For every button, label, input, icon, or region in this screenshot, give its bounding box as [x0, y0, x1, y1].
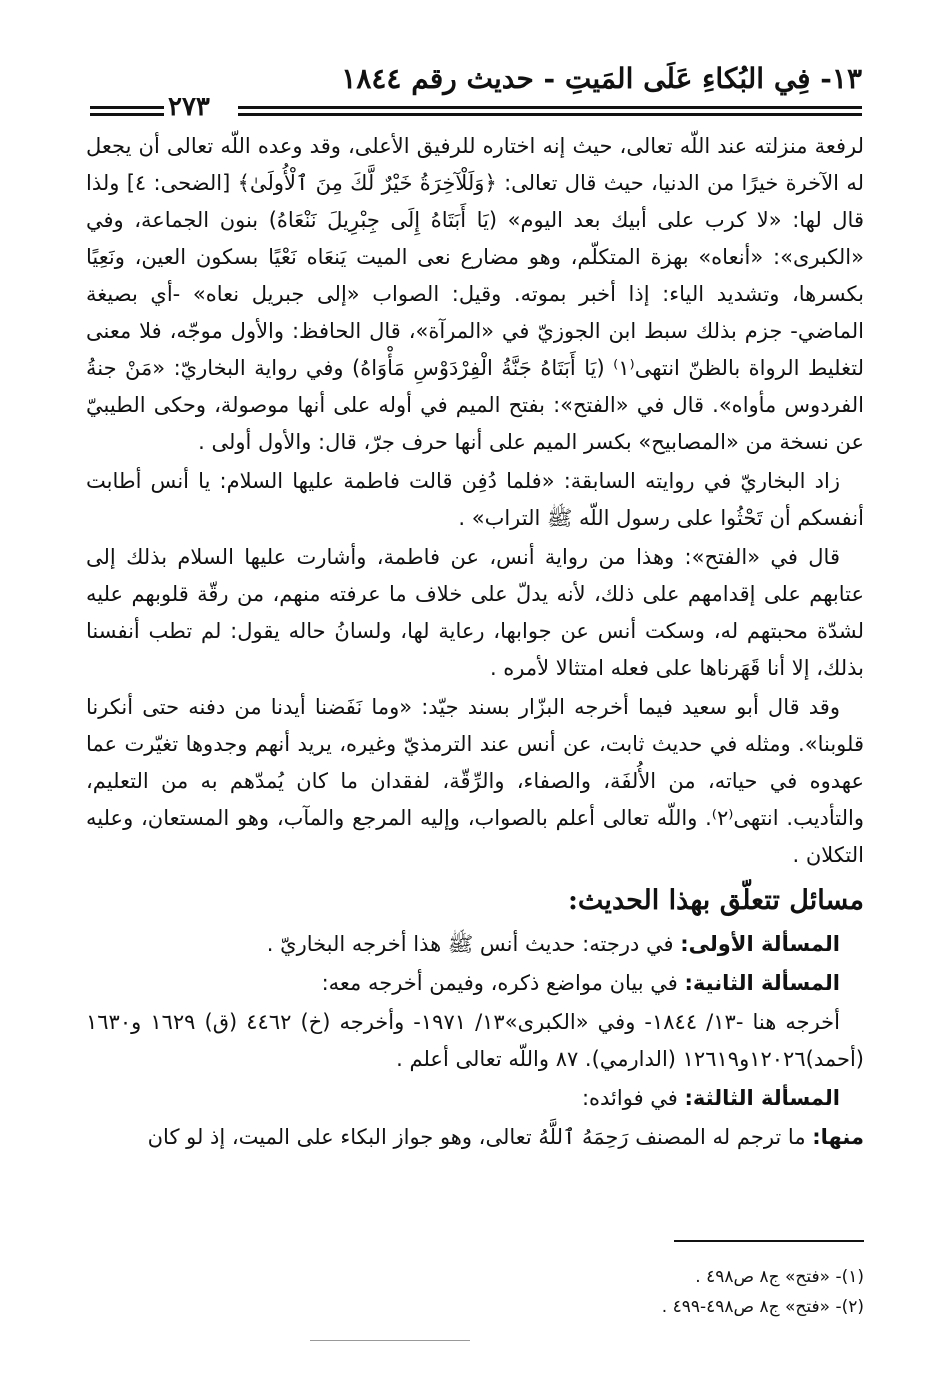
running-title: ١٣- فِي البُكاءِ عَلَى المَيتِ - حديث رقم ١٨٤٤: [341, 62, 862, 95]
issue-lead: المسألة الثانية:: [684, 971, 840, 995]
footnote-divider: [674, 1240, 864, 1242]
issue-text: في بيان مواضع ذكره، وفيمن أخرجه معه:: [321, 971, 685, 995]
page-edge-mark: [310, 1340, 470, 1341]
main-text: [86, 128, 864, 1158]
page-header: [90, 62, 862, 122]
header-rule: [90, 106, 164, 109]
benefit-lead: منها:: [812, 1125, 864, 1149]
paragraph: قال في «الفتح»: وهذا من رواية أنس، عن فاطمة، وأشارت عليها السلام بذلك إلى عتابهم على إقدامهم على ذلك، لأنه يدلّ على خلاف ما عرفته منهم، من رقّة قلوبهم عليه لشدّة محبتهم له، وسكت أنس عن جوابها، رعاية لها، ولسانُ حاله يقول: لم تطب أنفسنا بذلك، إلا أنا قَهَرناها على فعله امتثالا لأمره .: [86, 545, 864, 680]
issue-text: في فوائده:: [581, 1086, 685, 1110]
paragraph: لرفعة منزلته عند اللّه تعالى، حيث إنه اختاره للرفيق الأعلى، وقد وعده اللّه تعالى أن يجعل له الآخرة خيرًا من الدنيا، حيث قال تعالى: ﴿وَلَلْآخِرَةُ خَيْرٌ لَّكَ مِنَ ٱلْأُولَىٰ﴾ [الضحى: ٤] ولذا قال لها: «لا كرب على أبيك بعد اليوم» (يَا أَبَتَاهُ إِلَى جِبْرِيلَ نَنْعَاهُ) بنون الجماعة، وفي «الكبرى»: «أنعاه» بهزة المتكلّم، وهو مضارع نعى الميت يَنعَاه نَعْيًا بسكون العين، ونَعِيًا بكسرها، وتشديد الياء: إذا أخبر بموته. وقيل: الصواب «إلى جبريل نعاه» -أي بصيغة الماضي- جزم بذلك سبط ابن الجوزيّ في «المرآة»، قال الحافظ: والأول موجّه، فلا معنى لتغليط الرواة بالظنّ انتهى⁽١⁾ (يَا أَبَتَاهُ جَنَّةُ الْفِرْدَوْسِ مَأْوَاهُ) وفي رواية البخاريّ: «مَنْ جنةُ الفردوس مأواه». قال في «الفتح»: بفتح الميم في أوله على أنها موصولة، وحكى الطيبيّ عن نسخة من «المصابيح» بكسر الميم على أنها حرف جرّ، قال: والأول أولى .: [86, 134, 864, 454]
header-rule: [238, 113, 862, 116]
takhrij-paragraph: أخرجه هنا -١٣/ ١٨٤٤- وفي «الكبرى»١٣/ ١٩٧١- وأخرجه (خ) ٤٤٦٢ (ق) ١٦٢٩ و١٦٣٠ (أحمد)١٢٠٢٦و١٢٦١٩ (الدارمي). ٨٧ واللّه تعالى أعلم .: [86, 1010, 864, 1071]
header-rule: [238, 106, 862, 109]
footnotes: [86, 1262, 864, 1322]
header-rule: [90, 113, 164, 116]
issue-three: [86, 1080, 864, 1117]
benefit-text: ما ترجم له المصنف رَحِمَهُ ٱللَّهُ تعالى، وهو جواز البكاء على الميت، إذ لو كان: [147, 1125, 813, 1149]
issue-one: [86, 926, 864, 963]
issue-text: في درجته: حديث أنس ﷺ هذا أخرجه البخاريّ .: [266, 932, 681, 956]
paragraph: وقد قال أبو سعيد فيما أخرجه البزّار بسند جيّد: «وما نَفَضنا أيدنا من دفنه حتى أنكرنا قلوبنا». ومثله في حديث ثابت، عن أنس عند الترمذيّ وغيره، يريد أنهم وجدوها تغيّرت عما عهدوه في حياته، من الأُلفَة، والصفاء، والرِّقّة، لفقدان ما كان يُمدّهم به من التعليم، والتأديب. انتهى⁽٢⁾. واللّه تعالى أعلم بالصواب، وإليه المرجع والمآب، وهو المستعان، وعليه التكلان .: [86, 695, 864, 867]
issue-lead: المسألة الأولى:: [680, 932, 840, 956]
benefit-paragraph: [86, 1119, 864, 1156]
footnote: (٢)- «فتح» ج٨ ص٤٩٨-٤٩٩ .: [661, 1297, 864, 1317]
section-heading: مسائل تتعلّق بهذا الحديث:: [567, 885, 864, 916]
issue-two: [86, 965, 864, 1002]
paragraph: زاد البخاريّ في روايته السابقة: «فلما دُفِن قالت فاطمة عليها السلام: يا أنس أطابت أنفسكم أن تَحْثُوا على رسول اللّه ﷺ التراب» .: [86, 469, 864, 530]
issue-lead: المسألة الثالثة:: [684, 1086, 840, 1110]
page-number: ٢٧٣: [168, 92, 210, 122]
footnote: (١)- «فتح» ج٨ ص٤٩٨ .: [695, 1267, 864, 1287]
